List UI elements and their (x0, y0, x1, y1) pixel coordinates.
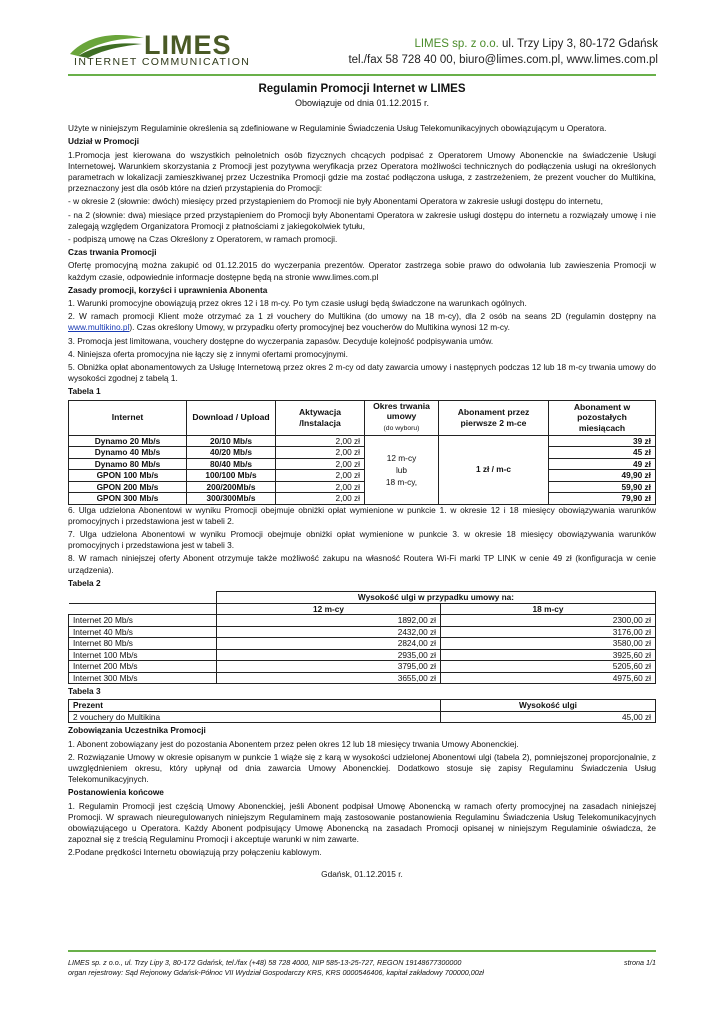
paragraph: 7. Ulga udzielona Abonentowi w wyniku Promocji obejmuje obniżki opłat wymienione w punkcie 3. w okresie 18 miesięcy obowiązywania warunków promocyjnych i przedstawiona jest w tabeli 3. (68, 529, 656, 551)
paragraph: 1. Abonent zobowiązany jest do pozostania Abonentem przez pełen okres 12 lub 18 miesięcy trwania Umowy Abonenckiej. (68, 738, 519, 749)
discount-12m: 1892,00 zł (217, 615, 441, 627)
logo-name: LIMES (144, 30, 232, 60)
col-header: Internet (69, 400, 187, 435)
document-subtitle: Obowiązuje od dnia 01.12.2015 r. (294, 98, 430, 108)
table-label: Tabela 1 (68, 386, 101, 397)
discount-12m: 3795,00 zł (217, 661, 441, 673)
plan-name: Internet 40 Mb/s (69, 626, 217, 638)
table-row (69, 649, 656, 661)
paragraph: - na 2 (słownie: dwa) miesiące przed przystąpieniem do Promocji były Abonentami Operatora w zakresie usługi dostępu do internetu a rozwiązały umowę i nie zalegają względem Organizatora Promocji z płatnościami z jakiegokolwiek tytułu, (68, 209, 656, 231)
discount-18m: 4975,60 zł (441, 672, 656, 684)
plan-speed: 40/20 Mb/s (187, 447, 276, 459)
col-header: Wysokość ulgi w przypadku umowy na: (217, 592, 656, 604)
first-months-fee: 1 zł / m-c (439, 435, 549, 504)
empty-cell (69, 592, 217, 604)
page-number: strona 1/1 (624, 958, 656, 967)
plan-name: GPON 100 Mb/s (69, 470, 187, 482)
paragraph: 3. Promocja jest limitowana, vouchery dostępne do wyczerpania zapasów. Decyduje kolejność podpisywania umów. (68, 335, 494, 346)
plan-name: GPON 300 Mb/s (69, 493, 187, 505)
header-divider (68, 74, 656, 76)
col-header: Prezent (69, 700, 441, 712)
table-row (69, 458, 656, 470)
col-header: Abonament w pozostałych miesiącach (549, 400, 656, 435)
footer-line: organ rejestrowy: Sąd Rejonowy Gdańsk-Północ VII Wydział Gospodarczy KRS, KRS 0000546406, kapitał zakładowy 700000,00zł (68, 968, 484, 977)
footer-line: LIMES sp. z o.o., ul. Trzy Lipy 3, 80-172 Gdańsk, tel./fax (+48) 58 728 4000, NIP 585-13-25-727, REGON 19148677300000 (68, 958, 462, 967)
plan-activation-fee: 2,00 zł (276, 435, 365, 447)
document-body (68, 82, 656, 880)
plan-monthly-fee: 39 zł (549, 435, 656, 447)
plan-speed: 300/300Mb/s (187, 493, 276, 505)
intro-paragraph: Użyte w niniejszym Regulaminie określenia są zdefiniowane w Regulaminie Świadczenia Usług Telekomunikacyjnych obowiązującym u Operatora. (68, 123, 607, 134)
table-row (69, 638, 656, 650)
col-header: Abonament przez pierwsze 2 m-ce (439, 400, 549, 435)
discount-18m: 3925,60 zł (441, 649, 656, 661)
paragraph: - podpiszą umowę na Czas Określony z Operatorem, w ramach promocji. (68, 234, 338, 245)
plan-activation-fee: 2,00 zł (276, 493, 365, 505)
plan-name: Internet 80 Mb/s (69, 638, 217, 650)
table-1-pricing (68, 400, 656, 505)
table-row (69, 661, 656, 673)
plan-monthly-fee: 45 zł (549, 447, 656, 459)
paragraph: - w okresie 2 (słownie: dwóch) miesięcy przed przystąpieniem do Promocji nie były Abonentami Operatora w zakresie usługi dostępu do internetu, (68, 196, 603, 207)
plan-name: Internet 100 Mb/s (69, 649, 217, 661)
paragraph: Ofertę promocyjną można zakupić od 01.12.2015 do wyczerpania prezentów. Operator zastrzega sobie prawo do odwołania lub zawieszenia Promocji w każdym czasie, odpowiednie informacje dostępne będą na stronie www.limes.com.pl (68, 260, 656, 282)
col-header: Download / Upload (187, 400, 276, 435)
table-row (69, 493, 656, 505)
table-label: Tabela 2 (68, 577, 101, 588)
plan-name: Dynamo 80 Mb/s (69, 458, 187, 470)
plan-speed: 20/10 Mb/s (187, 435, 276, 447)
paragraph: 8. W ramach niniejszej oferty Abonent otrzymuje także możliwość zakupu na własność Routera Wi-Fi marki TP LINK w cenie 49 zł (konfiguracja w cenie urządzenia). (68, 553, 656, 575)
discount-18m: 2300,00 zł (441, 615, 656, 627)
footer (68, 958, 656, 978)
paragraph: 5. Obniżka opłat abonamentowych za Usługę Internetową przez okres 2 m-cy od daty zawarcia umowy i następnych podczas 12 lub 18 m-cy trwania umowy do wysokości zgodnej z tabelą 1. (68, 362, 656, 384)
company-address: ul. Trzy Lipy 3, 80-172 Gdańsk (502, 38, 658, 50)
col-header: Okres trwania umowy (do wyboru) (365, 400, 439, 435)
plan-activation-fee: 2,00 zł (276, 470, 365, 482)
table-row (69, 672, 656, 684)
plan-name: Internet 20 Mb/s (69, 615, 217, 627)
paragraph: 2. W ramach promocji Klient może otrzymać za 1 zł vouchery do Multikina (do umowy na 18 m-cy), dla 2 osób na seans 2D (regulamin dostępny na www.multikino.pl). Czas określony Umowy, w przypadku oferty promocyjnej bez voucherów do Multikina wynosi 12 m-cy. (68, 311, 656, 333)
letterhead (68, 28, 658, 72)
paragraph: 1. Regulamin Promocji jest częścią Umowy Abonenckiej, jeśli Abonent podpisał Umowę Abonencką w ramach oferty promocyjnej na zasadach niniejszej Promocji. W sprawach nieuregulowanych niniejszym Regulaminem mają zastosowanie postanowienia Regulaminu Świadczenia Usług Telekomunikacyjnych obowiązującego u Operatora. Każdy Abonent podpisujący Umowę Abonencką na zasadach Promocji opisanej w niniejszym Regulaminie oświadcza, że zapoznał się z treścią Regulaminu Promocji i akceptuje warunki w nim zawarte. (68, 800, 656, 845)
table-row (69, 481, 656, 493)
discount-18m: 3580,00 zł (441, 638, 656, 650)
plan-activation-fee: 2,00 zł (276, 447, 365, 459)
empty-cell (69, 603, 217, 615)
col-header: 12 m-cy (217, 603, 441, 615)
paragraph: 1.Promocja jest kierowana do wszystkich pełnoletnich osób fizycznych chcących podpisać z Operatorem Umowy Abonenckie na świadczenie Usługi Internetowej. Warunkiem skorzystania z Promocji jest pozytywna weryfikacja przez Operatora możliwości technicznych do podłączenia usługi na określonych parametrach w lokalizacji zamieszkiwanej przez Uczestnika Promocji gdzie ma zostać podłączona usługa, z zastrzeżeniem, że prezent voucher do Multikina, przeznaczony jest dla osób które na dzień przystąpienia do Promocji: (68, 149, 656, 194)
table-cell: 2 vouchery do Multikina (69, 711, 441, 723)
plan-monthly-fee: 49 zł (549, 458, 656, 470)
discount-12m: 2432,00 zł (217, 626, 441, 638)
col-header: Wysokość ulgi (441, 700, 656, 712)
section-heading: Postanowienia końcowe (68, 787, 164, 798)
section-heading: Zobowiązania Uczestnika Promocji (68, 725, 206, 736)
plan-activation-fee: 2,00 zł (276, 481, 365, 493)
company-name: LIMES sp. z o.o. (414, 38, 499, 50)
paragraph: 2.Podane prędkości Internetu obowiązują przy połączeniu kablowym. (68, 847, 322, 858)
plan-name: Internet 200 Mb/s (69, 661, 217, 673)
company-info (348, 36, 658, 68)
discount-12m: 2935,00 zł (217, 649, 441, 661)
table-row (69, 626, 656, 638)
contract-period: 12 m-cy lub 18 m-cy, (365, 435, 439, 504)
section-heading: Udział w Promocji (68, 136, 139, 147)
table-label: Tabela 3 (68, 686, 101, 697)
col-header: Aktywacja /Instalacja (276, 400, 365, 435)
section-heading: Czas trwania Promocji (68, 247, 157, 258)
table-3-gift (68, 699, 656, 723)
discount-18m: 3176,00 zł (441, 626, 656, 638)
discount-12m: 2824,00 zł (217, 638, 441, 650)
place-date: Gdańsk, 01.12.2015 r. (321, 868, 403, 879)
plan-speed: 80/40 Mb/s (187, 458, 276, 470)
company-contact: tel./fax 58 728 40 00, biuro@limes.com.pl, www.limes.com.pl (348, 54, 658, 66)
table-row (69, 470, 656, 482)
footer-divider (68, 950, 656, 952)
table-2-discounts (68, 591, 656, 684)
limes-logo (68, 28, 251, 72)
plan-monthly-fee: 59,90 zł (549, 481, 656, 493)
plan-name: Dynamo 20 Mb/s (69, 435, 187, 447)
plan-monthly-fee: 49,90 zł (549, 470, 656, 482)
plan-activation-fee: 2,00 zł (276, 458, 365, 470)
table-row (69, 615, 656, 627)
plan-speed: 200/200Mb/s (187, 481, 276, 493)
table-row (69, 435, 656, 447)
table-row (69, 447, 656, 459)
logo-subtitle: INTERNET COMMUNICATION (74, 56, 251, 68)
col-header: 18 m-cy (441, 603, 656, 615)
paragraph: 2. Rozwiązanie Umowy w okresie opisanym w punkcie 1 wiąże się z karą w wysokości udzielonej Abonentowi ulgi (tabela 2), pomniejszonej proporcjonalnie, z uwzględnieniem okresu, który upłynął od dnia zawarcia Umowy Abonenckiej. Dodatkowo stosuje się zapisy Regulaminu Świadczenia Usług Telekomunikacyjnych. (68, 751, 656, 785)
table-cell: 45,00 zł (441, 711, 656, 723)
paragraph: 4. Niniejsza oferta promocyjna nie łączy się z innymi ofertami promocyjnymi. (68, 348, 348, 359)
discount-18m: 5205,60 zł (441, 661, 656, 673)
section-heading: Zasady promocji, korzyści i uprawnienia Abonenta (68, 284, 268, 295)
paragraph: 1. Warunki promocyjne obowiązują przez okres 12 i 18 m-cy. Po tym czasie usługi będą świadczone na warunkach ogólnych. (68, 298, 527, 309)
multikino-link[interactable]: www.multikino.pl (68, 322, 130, 333)
plan-speed: 100/100 Mb/s (187, 470, 276, 482)
document-title: Regulamin Promocji Internet w LIMES (258, 83, 466, 95)
discount-12m: 3655,00 zł (217, 672, 441, 684)
plan-name: GPON 200 Mb/s (69, 481, 187, 493)
paragraph: 6. Ulga udzielona Abonentowi w wyniku Promocji obejmuje obniżki opłat wymienione w punkcie 1. w okresie 12 i 18 miesięcy obowiązywania warunków promocyjnych i przedstawiona jest w tabeli 2. (68, 504, 656, 526)
plan-monthly-fee: 79,90 zł (549, 493, 656, 505)
plan-name: Internet 300 Mb/s (69, 672, 217, 684)
plan-name: Dynamo 40 Mb/s (69, 447, 187, 459)
